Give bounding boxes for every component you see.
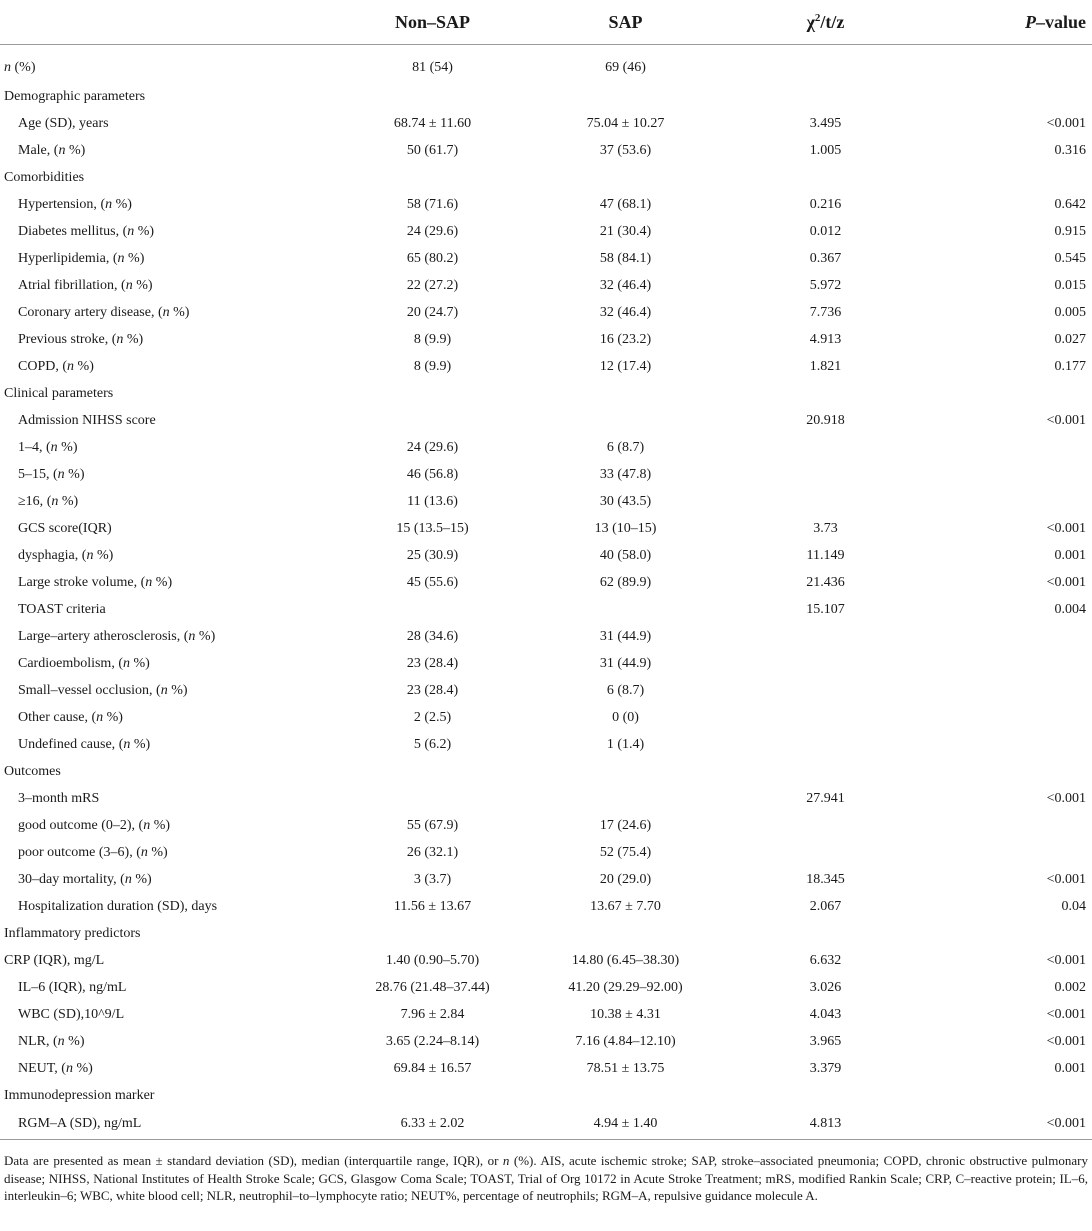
cell-sap: 78.51 ± 13.75 [586,1060,665,1076]
cell-sap [527,164,724,191]
cell-p-value [927,380,1092,407]
cell-sap: 12 (17.4) [599,358,652,374]
cell-non-sap: 24 (29.6) [406,439,459,455]
cell-sap: 30 (43.5) [599,493,652,509]
cell-non-sap: 68.74 ± 11.60 [393,115,472,131]
cell-statistic: 0.216 [809,196,842,212]
cell-sap [527,920,724,947]
cell-sap: 6 (8.7) [606,682,645,698]
cell-sap [527,407,724,434]
cell-statistic [724,758,927,785]
cell-p-value [927,812,1092,839]
cell-statistic [724,380,927,407]
cell-p-value [927,434,1092,461]
cell-non-sap [338,758,527,785]
table-row [0,488,1092,515]
cell-statistic [724,920,927,947]
cell-statistic: 0.012 [809,223,842,239]
row-label: 5–15, (n %) [18,466,85,482]
cell-non-sap: 28 (34.6) [406,628,459,644]
cell-statistic: 18.345 [806,871,845,887]
cell-non-sap [338,596,527,623]
cell-statistic [724,623,927,650]
cell-p-value: <0.001 [1046,1006,1086,1022]
row-label: good outcome (0–2), (n %) [18,817,171,833]
cell-statistic: 5.972 [809,277,842,293]
cell-non-sap: 7.96 ± 2.84 [400,1006,465,1022]
table-row [0,866,1092,893]
header-label [0,0,338,45]
row-label: Cardioembolism, (n %) [18,655,150,671]
row-label: IL–6 (IQR), ng/mL [18,979,127,995]
cell-non-sap: 1.40 (0.90–5.70) [385,952,480,968]
row-label: NLR, (n %) [18,1033,85,1049]
table-row [0,137,1092,164]
table-row [0,812,1092,839]
table-row [0,893,1092,920]
cell-p-value: <0.001 [1046,871,1086,887]
cell-sap [527,380,724,407]
cell-sap [527,785,724,812]
table-header-row [0,0,1092,45]
cell-sap: 10.38 ± 4.31 [590,1006,661,1022]
row-label: Age (SD), years [18,115,109,131]
row-label: Large stroke volume, (n %) [18,574,173,590]
cell-sap: 13.67 ± 7.70 [590,898,661,914]
table-row [0,45,1092,84]
cell-non-sap: 3 (3.7) [413,871,452,887]
cell-non-sap: 5 (6.2) [413,736,452,752]
cell-statistic [724,731,927,758]
row-label: Hyperlipidemia, (n %) [18,250,145,266]
cell-p-value: 0.001 [1054,1060,1086,1076]
cell-sap: 7.16 (4.84–12.10) [575,1033,676,1049]
cell-non-sap: 46 (56.8) [406,466,459,482]
cell-non-sap [338,164,527,191]
table-row [0,731,1092,758]
header-statistic: $\chi^2/t/z$ [724,0,927,45]
cell-sap: 32 (46.4) [599,277,652,293]
cell-p-value: 0.177 [1054,358,1086,374]
table-row [0,785,1092,812]
cell-p-value: 0.915 [1054,223,1086,239]
cell-p-value [927,164,1092,191]
cell-non-sap: 58 (71.6) [406,196,459,212]
cell-sap: 13 (10–15) [594,520,657,536]
cell-statistic: 20.918 [806,412,845,428]
cell-p-value [927,704,1092,731]
row-label: Undefined cause, (n %) [18,736,151,752]
row-label: Hypertension, (n %) [18,196,132,212]
cell-sap: 0 (0) [612,709,639,725]
table-row [0,1082,1092,1109]
cell-statistic [724,164,927,191]
cell-statistic: 27.941 [806,790,845,806]
table-row [0,407,1092,434]
cell-statistic [724,1082,927,1109]
row-label: 30–day mortality, (n %) [18,871,152,887]
cell-statistic: 11.149 [806,547,845,563]
cell-p-value: 0.04 [1061,898,1086,914]
table-row [0,1109,1092,1140]
cell-non-sap: 45 (55.6) [406,574,459,590]
cell-statistic: 3.73 [813,520,838,536]
row-label: TOAST criteria [18,601,106,617]
cell-non-sap: 3.65 (2.24–8.14) [385,1033,480,1049]
header-sap: SAP [527,0,724,45]
cell-statistic [724,434,927,461]
cell-non-sap: 6.33 ± 2.02 [338,1109,527,1140]
table-row [0,461,1092,488]
row-label: GCS score(IQR) [18,520,112,536]
cell-p-value [927,83,1092,110]
cell-sap [527,83,724,110]
cell-non-sap: 65 (80.2) [406,250,459,266]
cell-non-sap: 25 (30.9) [406,547,459,563]
cell-p-value: 0.004 [1054,601,1086,617]
cell-p-value: <0.001 [1046,790,1086,806]
table-row [0,1028,1092,1055]
table-footnote: Data are presented as mean ± standard deviation (SD), median (interquartile range, IQR), or n (%). AIS, acute ischemic stroke; SAP, stroke–associated pneumonia; COPD, chronic obstructive pulmonary disease; NIHSS, National Institutes of Health Stroke Scale; GCS, Glasgow Coma Scale; TOAST, Trial of Org 10172 in Acute Stroke Treatment; mRS, modified Rankin Scale; CRP, C–reactive protein; IL–6, interleukin–6; WBC, white blood cell; NLR, neutrophil–to–lymphocyte ratio; NEUT%, percentage of neutrophils; RGM–A, repulsive guidance molecule A. [4,1153,1088,1203]
cell-sap: 37 (53.6) [599,142,652,158]
cell-p-value: 0.027 [1054,331,1086,347]
header-p-value: P–value [927,0,1092,45]
table-row [0,515,1092,542]
cell-statistic [724,461,927,488]
row-label: Large–artery atherosclerosis, (n %) [18,628,216,644]
cell-non-sap: 23 (28.4) [406,655,459,671]
row-label: Outcomes [4,763,61,779]
cell-p-value [927,461,1092,488]
row-label: Comorbidities [4,169,85,185]
cell-sap: 6 (8.7) [606,439,645,455]
table-row [0,1001,1092,1028]
cell-non-sap: 8 (9.9) [413,358,452,374]
cell-non-sap: 15 (13.5–15) [396,520,469,536]
cell-sap: 69 (46) [605,60,646,75]
table-row [0,218,1092,245]
cell-non-sap [338,1082,527,1109]
table-row [0,542,1092,569]
cell-non-sap: 50 (61.7) [406,142,459,158]
cell-non-sap: 2 (2.5) [413,709,452,725]
row-label: dysphagia, (n %) [18,547,114,563]
table-row [0,380,1092,407]
cell-sap: 47 (68.1) [599,196,652,212]
cell-statistic: 3.495 [809,115,842,131]
cell-p-value: 0.015 [1054,277,1086,293]
row-label: Previous stroke, (n %) [18,331,144,347]
cell-p-value: <0.001 [1046,412,1086,428]
cell-statistic [724,839,927,866]
table-row [0,83,1092,110]
cell-statistic: 2.067 [809,898,842,914]
cell-statistic [724,650,927,677]
cell-sap: 20 (29.0) [599,871,652,887]
cell-p-value [927,731,1092,758]
cell-sap: 41.20 (29.29–92.00) [568,979,683,995]
row-label: 1–4, (n %) [18,439,78,455]
cell-p-value [927,920,1092,947]
cell-non-sap: 24 (29.6) [406,223,459,239]
row-label: n (%) [4,60,36,75]
cell-p-value: <0.001 [1046,1033,1086,1049]
cell-non-sap: 69.84 ± 16.57 [393,1060,472,1076]
cell-sap: 32 (46.4) [599,304,652,320]
cell-sap: 4.94 ± 1.40 [527,1109,724,1140]
table-row [0,677,1092,704]
cell-p-value [927,677,1092,704]
cell-statistic: 4.913 [809,331,842,347]
cell-statistic: 1.821 [809,358,842,374]
cell-non-sap [338,920,527,947]
cell-sap: 31 (44.9) [599,655,652,671]
cell-statistic: 3.965 [809,1033,842,1049]
row-label: Immunodepression marker [4,1087,155,1103]
row-label: poor outcome (3–6), (n %) [18,844,168,860]
cell-sap: 17 (24.6) [599,817,652,833]
cell-sap [527,596,724,623]
cell-sap: 33 (47.8) [599,466,652,482]
cell-sap: 14.80 (6.45–38.30) [571,952,680,968]
cell-statistic: 3.379 [809,1060,842,1076]
cell-p-value: 0.002 [1054,979,1086,995]
cell-sap [527,758,724,785]
cell-p-value: 0.545 [1054,250,1086,266]
row-label: Demographic parameters [4,88,146,104]
cell-sap [527,1082,724,1109]
cell-non-sap: 8 (9.9) [413,331,452,347]
table-row [0,758,1092,785]
cell-p-value: 0.642 [1054,196,1086,212]
cell-p-value: <0.001 [1046,115,1086,131]
table-row [0,110,1092,137]
row-label: Hospitalization duration (SD), days [18,898,218,914]
row-label: Male, (n %) [18,142,86,158]
table-row [0,245,1092,272]
cell-p-value [927,650,1092,677]
cell-non-sap [338,407,527,434]
row-label: 3–month mRS [18,790,100,806]
table-row [0,704,1092,731]
cell-statistic: 3.026 [809,979,842,995]
cell-p-value: 0.001 [1054,547,1086,563]
cell-sap: 21 (30.4) [599,223,652,239]
cell-statistic: 4.813 [724,1109,927,1140]
row-label: Diabetes mellitus, (n %) [18,223,155,239]
table-row [0,947,1092,974]
cell-statistic [724,812,927,839]
row-label: CRP (IQR), mg/L [4,952,105,968]
table-row [0,623,1092,650]
row-label: COPD, (n %) [18,358,94,374]
cell-p-value [927,623,1092,650]
row-label: WBC (SD),10^9/L [18,1006,125,1022]
cell-statistic [724,83,927,110]
cell-non-sap: 20 (24.7) [406,304,459,320]
table-row [0,596,1092,623]
cell-p-value [927,45,1092,84]
cell-p-value [927,839,1092,866]
table-row [0,164,1092,191]
table-row [0,434,1092,461]
cell-p-value [927,758,1092,785]
table-row [0,974,1092,1001]
row-label: Atrial fibrillation, (n %) [18,277,153,293]
cell-non-sap: 26 (32.1) [406,844,459,860]
cell-p-value: <0.001 [927,1109,1092,1140]
table-row [0,920,1092,947]
row-label: Small–vessel occlusion, (n %) [18,682,188,698]
cell-non-sap: 28.76 (21.48–37.44) [375,979,490,995]
row-label: RGM–A (SD), ng/mL [0,1109,338,1140]
cell-statistic [724,45,927,84]
cell-sap: 62 (89.9) [599,574,652,590]
cell-non-sap: 22 (27.2) [406,277,459,293]
row-label: Other cause, (n %) [18,709,123,725]
cell-sap: 40 (58.0) [599,547,652,563]
cell-p-value: <0.001 [1046,952,1086,968]
table-row [0,272,1092,299]
cell-statistic: 21.436 [806,574,845,590]
cell-sap: 52 (75.4) [599,844,652,860]
cell-statistic: 4.043 [809,1006,842,1022]
cell-sap: 31 (44.9) [599,628,652,644]
cell-p-value [927,488,1092,515]
cell-statistic [724,677,927,704]
cell-statistic [724,488,927,515]
header-non-sap: Non–SAP [338,0,527,45]
cell-statistic: 6.632 [809,952,842,968]
table-row [0,569,1092,596]
table-row [0,353,1092,380]
cell-non-sap: 55 (67.9) [406,817,459,833]
cell-sap: 16 (23.2) [599,331,652,347]
cell-statistic: 7.736 [809,304,842,320]
cell-non-sap [338,785,527,812]
cell-non-sap: 11.56 ± 13.67 [393,898,472,914]
table-row [0,299,1092,326]
table-row [0,1055,1092,1082]
row-label: NEUT, (n %) [18,1060,93,1076]
cell-sap: 75.04 ± 10.27 [586,115,665,131]
cell-p-value [927,1082,1092,1109]
cell-statistic [724,704,927,731]
row-label: Coronary artery disease, (n %) [18,304,190,320]
row-label: Clinical parameters [4,385,114,401]
cell-p-value: 0.005 [1054,304,1086,320]
row-label: Admission NIHSS score [18,412,156,428]
table-row [0,326,1092,353]
cell-non-sap [338,380,527,407]
table-row [0,650,1092,677]
cell-statistic: 15.107 [806,601,845,617]
row-label: Inflammatory predictors [4,925,141,941]
row-label: ≥16, (n %) [18,493,79,509]
cell-statistic: 0.367 [809,250,842,266]
cell-p-value: 0.316 [1054,142,1086,158]
cell-sap: 1 (1.4) [606,736,645,752]
cell-p-value: <0.001 [1046,574,1086,590]
cell-non-sap: 81 (54) [412,60,453,75]
cell-non-sap [338,83,527,110]
cell-sap: 58 (84.1) [599,250,652,266]
table-row [0,191,1092,218]
cell-statistic: 1.005 [809,142,842,158]
cell-non-sap: 11 (13.6) [407,493,458,509]
cell-p-value: <0.001 [1046,520,1086,536]
cell-non-sap: 23 (28.4) [406,682,459,698]
table-row [0,839,1092,866]
